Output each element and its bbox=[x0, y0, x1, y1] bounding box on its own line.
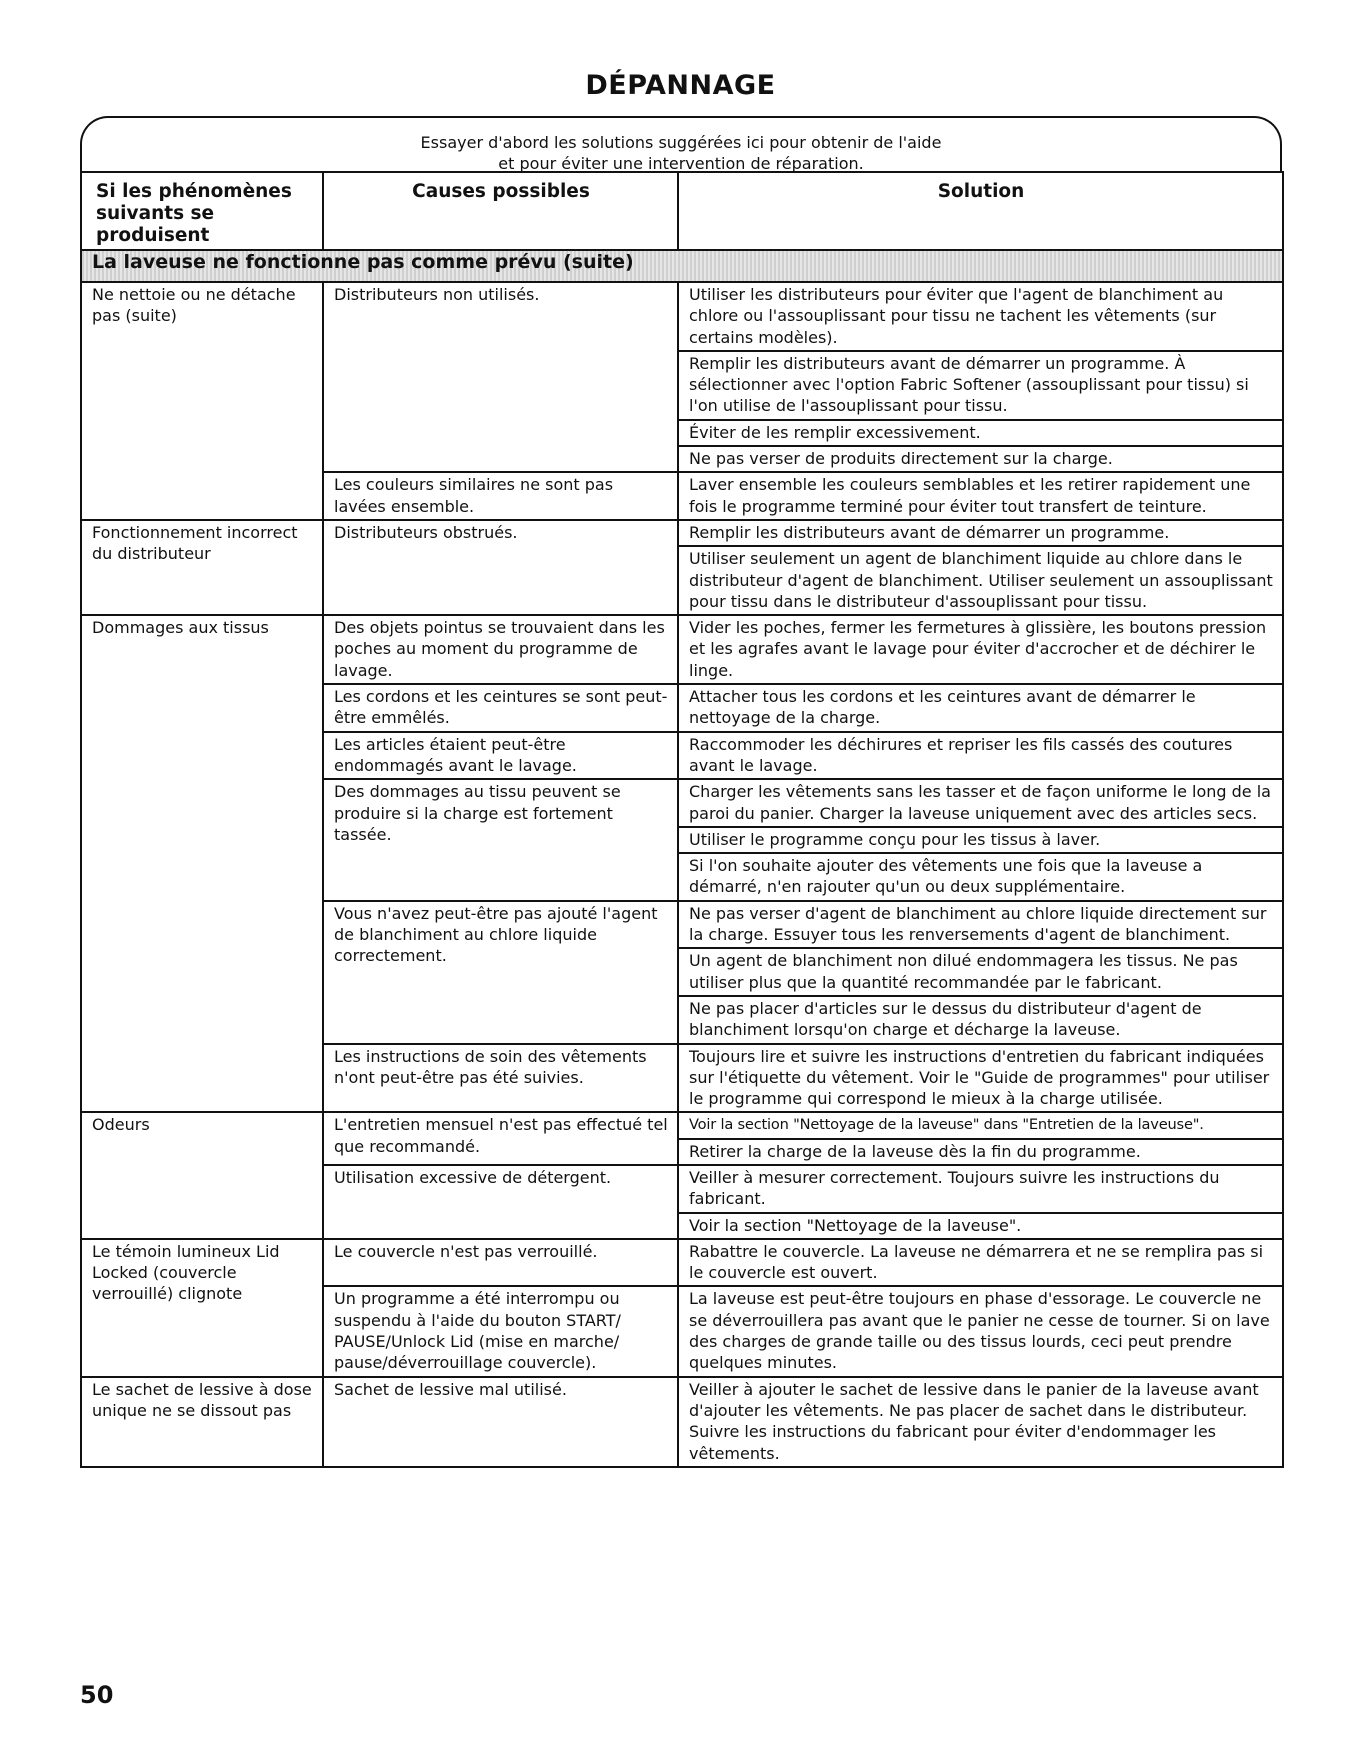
table-row bbox=[81, 282, 1283, 351]
problem-cell: Fonctionnement incorrect du distributeur bbox=[81, 520, 323, 615]
solution-cell: Retirer la charge de la laveuse dès la fin du programme. bbox=[678, 1139, 1283, 1165]
solution-cell: Ne pas verser de produits directement sur la charge. bbox=[678, 446, 1283, 472]
cause-cell: Les articles étaient peut-être endommagés avant le lavage. bbox=[323, 732, 678, 780]
solution-cell: Éviter de les remplir excessivement. bbox=[678, 420, 1283, 446]
header-problem-line-2: suivants se produisent bbox=[96, 203, 215, 246]
section-banner: La laveuse ne fonctionne pas comme prévu (suite) bbox=[81, 250, 1283, 282]
header-causes: Causes possibles bbox=[323, 172, 678, 250]
solution-cell: Voir la section "Nettoyage de la laveuse". bbox=[678, 1213, 1283, 1239]
problem-cell: Le sachet de lessive à dose unique ne se dissout pas bbox=[81, 1377, 323, 1467]
problem-cell: Le témoin lumineux Lid Locked (couvercle verrouillé) clignote bbox=[81, 1239, 323, 1377]
solution-cell: Laver ensemble les couleurs semblables et les retirer rapidement une fois le programme terminé pour éviter tout transfert de teinture. bbox=[678, 472, 1283, 520]
solution-cell: Toujours lire et suivre les instructions d'entretien du fabricant indiquées sur l'étiquette du vêtement. Voir le "Guide de programmes" pour utiliser le programme qui correspond le mieux à la charge utilisée. bbox=[678, 1044, 1283, 1113]
solution-cell: Charger les vêtements sans les tasser et de façon uniforme le long de la paroi du panier. Charger la laveuse uniquement avec des articles secs. bbox=[678, 779, 1283, 827]
header-row bbox=[81, 172, 1283, 250]
cause-cell: Des objets pointus se trouvaient dans les poches au moment du programme de lavage. bbox=[323, 615, 678, 684]
cause-cell: Les cordons et les ceintures se sont peut-être emmêlés. bbox=[323, 684, 678, 732]
problem-cell: Dommages aux tissus bbox=[81, 615, 323, 1112]
intro-line-1: Essayer d'abord les solutions suggérées ici pour obtenir de l'aide bbox=[420, 133, 942, 152]
solution-cell: Raccommoder les déchirures et repriser les fils cassés des coutures avant le lavage. bbox=[678, 732, 1283, 780]
solution-cell: Remplir les distributeurs avant de démarrer un programme. bbox=[678, 520, 1283, 546]
solution-cell: La laveuse est peut-être toujours en phase d'essorage. Le couvercle ne se déverrouillera pas avant que le panier ne cesse de tourner. Si on lave des charges de grande taille ou des tissus lourds, ceci peut prendre quelques minutes. bbox=[678, 1286, 1283, 1376]
troubleshooting-table bbox=[80, 171, 1284, 1468]
intro-box bbox=[80, 116, 1282, 172]
table-row bbox=[81, 615, 1283, 684]
solution-cell: Attacher tous les cordons et les ceintures avant de démarrer le nettoyage de la charge. bbox=[678, 684, 1283, 732]
cause-cell: Distributeurs obstrués. bbox=[323, 520, 678, 615]
solution-cell: Utiliser seulement un agent de blanchiment liquide au chlore dans le distributeur d'agent de blanchiment. Utiliser seulement un assouplissant pour tissu dans le distributeur d'assouplissant pour tissu. bbox=[678, 546, 1283, 615]
solution-cell: Rabattre le couvercle. La laveuse ne démarrera et ne se remplira pas si le couvercle est ouvert. bbox=[678, 1239, 1283, 1287]
cause-cell: Sachet de lessive mal utilisé. bbox=[323, 1377, 678, 1467]
solution-cell: Un agent de blanchiment non dilué endommagera les tissus. Ne pas utiliser plus que la quantité recommandée par le fabricant. bbox=[678, 948, 1283, 996]
solution-cell: Utiliser le programme conçu pour les tissus à laver. bbox=[678, 827, 1283, 853]
solution-cell: Ne pas placer d'articles sur le dessus du distributeur d'agent de blanchiment lorsqu'on charge et décharge la laveuse. bbox=[678, 996, 1283, 1044]
cause-cell: Utilisation excessive de détergent. bbox=[323, 1165, 678, 1239]
cause-cell: Des dommages au tissu peuvent se produire si la charge est fortement tassée. bbox=[323, 779, 678, 900]
problem-cell: Odeurs bbox=[81, 1112, 323, 1238]
cause-cell: Les couleurs similaires ne sont pas lavées ensemble. bbox=[323, 472, 678, 520]
solution-cell: Veiller à mesurer correctement. Toujours suivre les instructions du fabricant. bbox=[678, 1165, 1283, 1213]
section-banner-row bbox=[81, 250, 1283, 282]
cause-cell: Distributeurs non utilisés. bbox=[323, 282, 678, 472]
table-row bbox=[81, 1239, 1283, 1287]
cause-cell: Les instructions de soin des vêtements n'ont peut-être pas été suivies. bbox=[323, 1044, 678, 1113]
cause-cell: Vous n'avez peut-être pas ajouté l'agent de blanchiment au chlore liquide correctement. bbox=[323, 901, 678, 1044]
header-problem bbox=[81, 172, 323, 250]
solution-cell: Utiliser les distributeurs pour éviter que l'agent de blanchiment au chlore ou l'assouplissant pour tissu ne tachent les vêtements (sur certains modèles). bbox=[678, 282, 1283, 351]
header-problem-line-1: Si les phénomènes bbox=[96, 181, 292, 202]
table-row bbox=[81, 1112, 1283, 1138]
table-row bbox=[81, 1377, 1283, 1467]
intro-line-2: et pour éviter une intervention de réparation. bbox=[498, 154, 864, 173]
header-solution: Solution bbox=[678, 172, 1283, 250]
solution-cell: Vider les poches, fermer les fermetures à glissière, les boutons pression et les agrafes avant le lavage pour éviter d'accrocher et de déchirer le linge. bbox=[678, 615, 1283, 684]
solution-cell: Veiller à ajouter le sachet de lessive dans le panier de la laveuse avant d'ajouter les vêtements. Ne pas placer de sachet dans le distributeur. Suivre les instructions du fabricant pour éviter d'endommager les vêtements. bbox=[678, 1377, 1283, 1467]
page-title: DÉPANNAGE bbox=[585, 70, 776, 101]
page-number: 50 bbox=[80, 1681, 114, 1709]
solution-cell: Ne pas verser d'agent de blanchiment au chlore liquide directement sur la charge. Essuyer tous les renversements d'agent de blanchiment. bbox=[678, 901, 1283, 949]
cause-cell: Le couvercle n'est pas verrouillé. bbox=[323, 1239, 678, 1287]
cause-cell: L'entretien mensuel n'est pas effectué tel que recommandé. bbox=[323, 1112, 678, 1165]
solution-cell: Remplir les distributeurs avant de démarrer un programme. À sélectionner avec l'option Fabric Softener (assouplissant pour tissu) si l'on utilise de l'assouplissant pour tissu. bbox=[678, 351, 1283, 420]
problem-cell: Ne nettoie ou ne détache pas (suite) bbox=[81, 282, 323, 520]
solution-cell: Voir la section "Nettoyage de la laveuse" dans "Entretien de la laveuse". bbox=[678, 1112, 1283, 1138]
cause-cell: Un programme a été interrompu ou suspendu à l'aide du bouton START/ PAUSE/Unlock Lid (mise en marche/ pause/déverrouillage couvercle). bbox=[323, 1286, 678, 1376]
solution-cell: Si l'on souhaite ajouter des vêtements une fois que la laveuse a démarré, n'en rajouter qu'un ou deux supplémentaire. bbox=[678, 853, 1283, 901]
table-row bbox=[81, 520, 1283, 546]
